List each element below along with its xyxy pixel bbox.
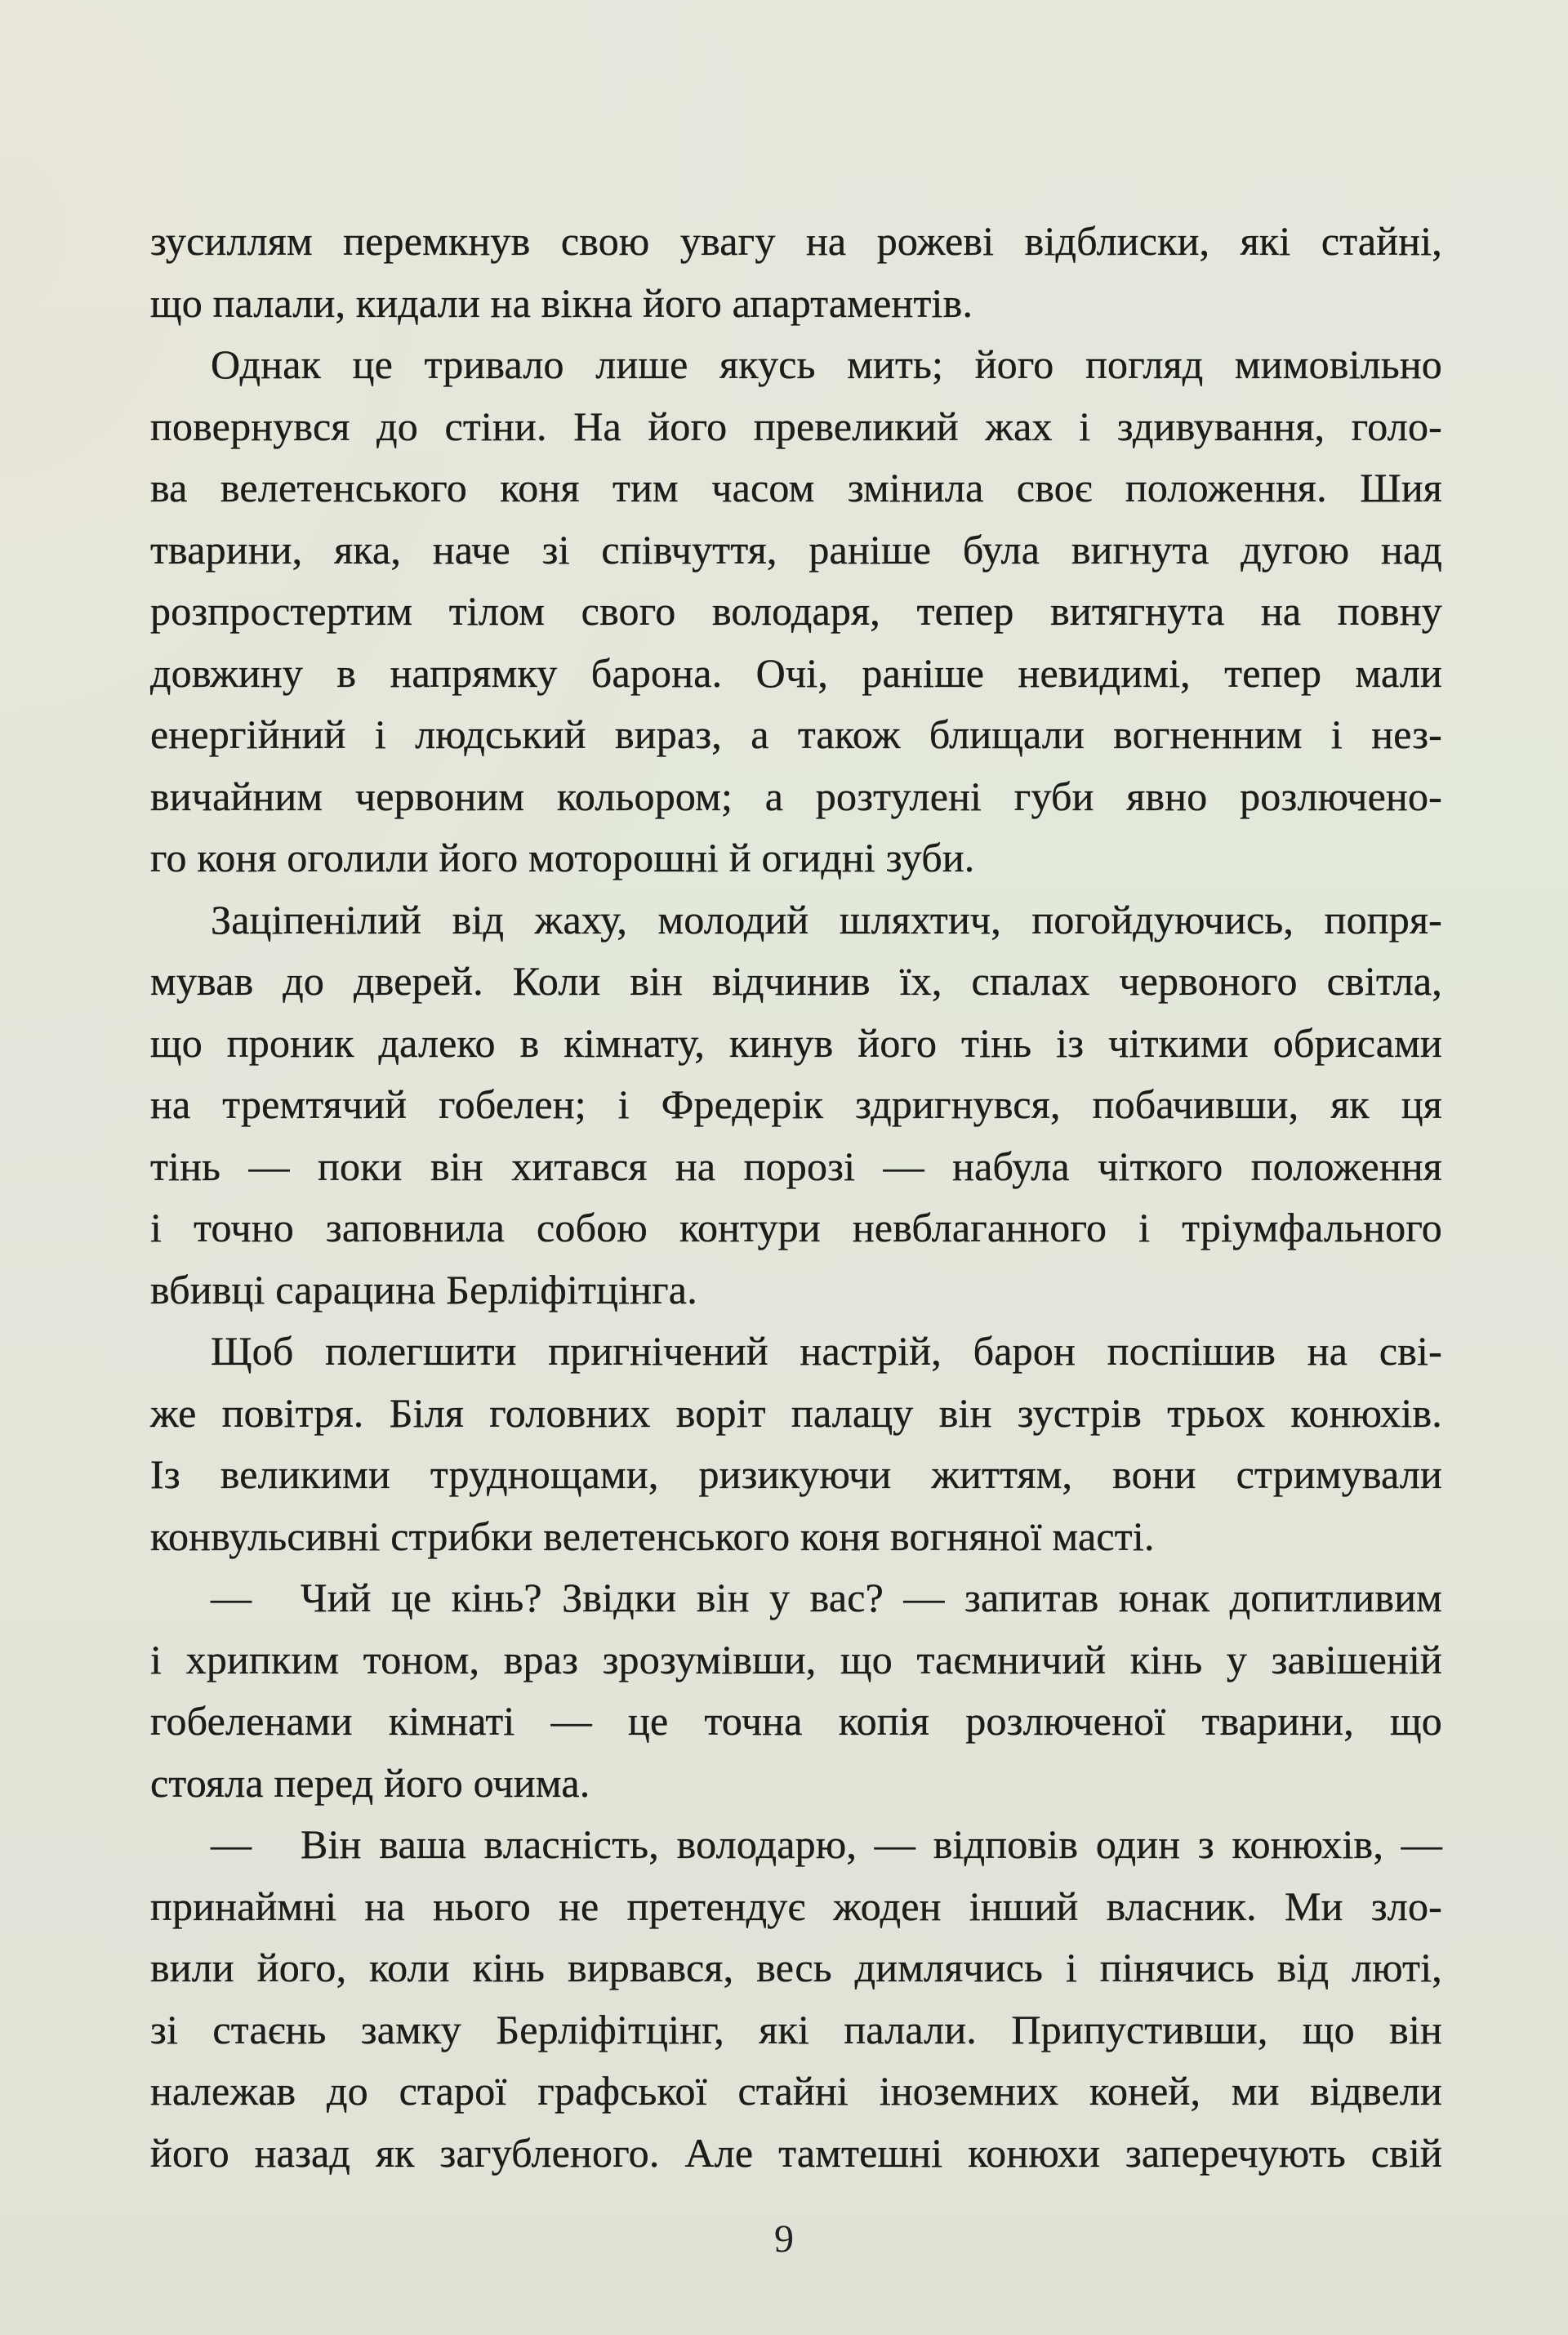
dialogue-line [150,1814,1442,1876]
text-line: що проник далеко в кімнату, кинув його тінь із чіткими обрисами [150,1019,1442,1066]
text-line: що палали, кидали на вікна його апартаментів. [150,279,973,326]
page-number: 9 [774,2217,794,2261]
text-line: тварини, яка, наче зі співчуття, раніше була вигнута дугою над [150,526,1442,573]
text-line: го коня оголили його моторошні й огидні зуби. [150,835,975,880]
text-line: його назад як загубленого. Але тамтешні конюхи заперечують свій [150,2129,1442,2176]
dialogue-text: Чий це кінь? Звідки він у вас? — запитав юнак допитливим [301,1575,1442,1620]
text-line: тінь — поки він хитався на порозі — набула чіткого положення [150,1143,1442,1189]
text-line: вили його, коли кінь вирвався, весь димлячись і пінячись від люті, [150,1945,1442,1990]
dialogue-dash: — [211,1821,252,1867]
paragraph-start-line: Однак це тривало лише якусь мить; його погляд мимовільно [211,341,1442,387]
dialogue-dash: — [211,1575,252,1620]
page-body [150,211,1442,2184]
dialogue-text: Він ваша власність, володарю, — відповів один з конюхів, — [301,1821,1442,1867]
text-line: мував до дверей. Коли він відчинив їх, спалах червоного світла, [150,958,1442,1004]
text-line: і точно заповнила собою контури невблаганного і тріумфального [150,1205,1442,1250]
text-line: зусиллям перемкнув свою увагу на рожеві відблиски, які стайні, [150,218,1442,264]
text-line: і хрипким тоном, враз зрозумівши, що таємничий кінь у завішеній [150,1636,1442,1682]
text-line: ва велетенського коня тим часом змінила своє положення. Шия [150,465,1442,510]
paragraph-start-line: Заціпенілий від жаху, молодий шляхтич, погойдуючись, попря- [211,896,1442,942]
text-line: енергійний і людський вираз, а також блищали вогненним і нез- [150,711,1442,757]
text-line: конвульсивні стрибки велетенського коня вогняної масті. [150,1513,1155,1559]
text-line: зі стаєнь замку Берліфітцінг, які палали. Припустивши, що він [150,2006,1442,2052]
paragraph-start-line: Щоб полегшити пригнічений настрій, барон поспішив на сві- [211,1328,1442,1374]
text-line: на тремтячий гобелен; і Фредерік здригнувся, побачивши, як ця [150,1081,1442,1127]
text-line: Із великими труднощами, ризикуючи життям, вони стримували [150,1451,1442,1497]
text-line: гобеленами кімнаті — це точна копія розлюченої тварини, що [150,1698,1442,1744]
text-line: належав до старої графської стайні іноземних коней, ми відвели [150,2068,1442,2114]
text-line: розпростертим тілом свого володаря, тепер витягнута на повну [150,588,1442,634]
text-line: стояла перед його очима. [150,1759,590,1806]
text-line: принаймні на нього не претендує жоден інший власник. Ми зло- [150,1883,1442,1929]
text-line: вбивці сарацина Берліфітцінга. [150,1266,697,1312]
dialogue-line [150,1567,1442,1629]
text-line: же повітря. Біля головних воріт палацу він зустрів трьох конюхів. [150,1389,1442,1436]
text-line: повернувся до стіни. На його превеликий жах і здивування, голо- [150,403,1442,449]
text-line: довжину в напрямку барона. Очі, раніше невидимі, тепер мали [150,649,1442,696]
text-line: вичайним червоним кольором; а розтулені губи явно розлючено- [150,773,1442,819]
